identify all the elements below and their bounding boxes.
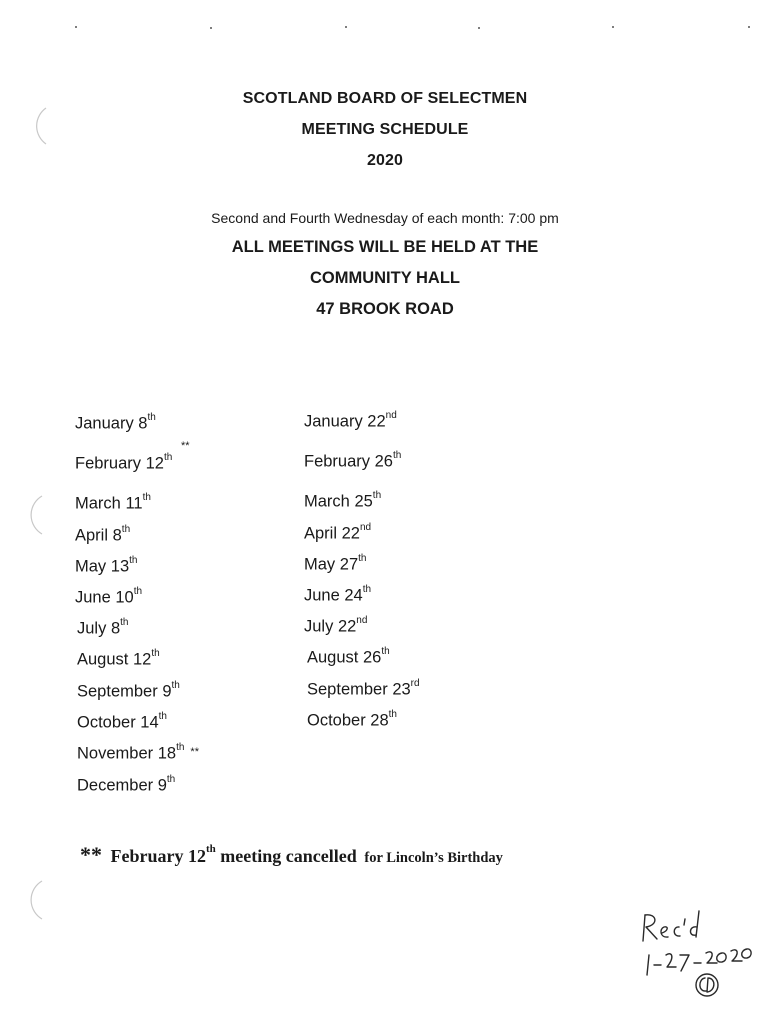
first-meeting-july [77, 619, 128, 639]
second-meeting-may [304, 555, 366, 575]
footnote-stars: ** [80, 842, 102, 867]
schedule-title: MEETING SCHEDULE [301, 121, 469, 138]
date-suffix: th [142, 492, 151, 503]
date-day: 10 [115, 588, 134, 607]
handwritten-received-note [635, 905, 765, 1005]
date-suffix: nd [356, 615, 368, 626]
second-meeting-january [304, 412, 397, 432]
scan-speck [478, 27, 480, 29]
date-suffix: rd [410, 678, 420, 689]
date-month: January [304, 412, 363, 431]
date-day: 22 [367, 412, 386, 431]
date-day: 26 [374, 452, 393, 471]
date-suffix: th [171, 680, 180, 691]
footnote-reason [361, 850, 503, 866]
date-suffix: th [166, 774, 176, 785]
date-month: October [307, 711, 366, 730]
first-meeting-may [75, 557, 137, 577]
date-suffix: th [381, 646, 390, 657]
date-suffix: th [158, 711, 167, 722]
scan-speck [748, 26, 750, 28]
date-day: 9 [162, 682, 172, 701]
date-month: March [75, 494, 121, 513]
date-suffix: nd [359, 522, 372, 533]
schedule-year: 2020 [367, 152, 403, 169]
schedule-note: Second and Fourth Wednesday of each month: 7:00 pm [211, 210, 559, 226]
date-day: 18 [157, 744, 177, 763]
date-day: 13 [110, 557, 130, 576]
date-suffix: nd [385, 410, 397, 421]
date-month: August [77, 650, 129, 669]
cancellation-footnote [80, 842, 503, 868]
date-day: 27 [339, 555, 359, 574]
first-meeting-february [75, 440, 190, 474]
date-day: 22 [337, 617, 357, 636]
date-month: May [304, 555, 336, 574]
second-meeting-february [304, 452, 401, 472]
first-meeting-august [77, 650, 160, 670]
punch-hole-middle [4, 490, 54, 540]
date-suffix: th [388, 709, 397, 720]
scan-speck [345, 26, 347, 28]
date-suffix: th [372, 490, 382, 501]
date-day: 25 [354, 492, 373, 511]
date-day: 8 [112, 526, 122, 545]
footnote-date-suffix: th [205, 843, 216, 855]
second-meeting-october [307, 711, 397, 731]
date-suffix: th [151, 648, 160, 659]
footnote-reason-text: for Lincoln’s Birthday [364, 850, 503, 866]
date-day: 23 [392, 680, 411, 699]
date-suffix: th [133, 586, 143, 597]
cancellation-mark: ** [181, 440, 190, 452]
date-month: July [77, 619, 107, 638]
date-day: 26 [362, 648, 382, 667]
second-meeting-september [307, 680, 420, 700]
date-day: 28 [370, 711, 389, 730]
date-day: 12 [132, 650, 152, 669]
date-day: 8 [110, 619, 121, 638]
location-line-2: COMMUNITY HALL [309, 269, 460, 287]
date-month: September [307, 680, 388, 699]
date-day: 14 [140, 713, 159, 732]
date-suffix: th [129, 555, 138, 566]
date-month: April [75, 526, 109, 545]
date-day: 8 [138, 414, 148, 433]
date-suffix: th [147, 412, 156, 423]
date-suffix: th [121, 524, 131, 535]
first-meeting-december [77, 776, 175, 796]
first-meeting-march [75, 494, 151, 514]
date-suffix: th [362, 584, 372, 595]
scan-speck [612, 26, 614, 28]
footnote-cancelled: meeting cancelled [215, 846, 357, 866]
date-month: May [75, 557, 107, 576]
date-month: November [77, 744, 154, 763]
first-meeting-april [75, 526, 130, 546]
footnote-main [106, 843, 357, 866]
date-day: 24 [344, 586, 363, 605]
first-meeting-september [77, 682, 180, 702]
second-meeting-july [304, 617, 367, 637]
location-line-3: 47 BROOK ROAD [316, 300, 454, 318]
date-month: January [75, 414, 134, 433]
cancellation-mark: ** [190, 745, 199, 758]
punch-hole-bottom [4, 875, 54, 925]
footnote-date: February 12 [110, 846, 206, 866]
date-month: September [77, 682, 158, 701]
second-meeting-august [307, 648, 390, 668]
date-month: February [75, 454, 142, 473]
date-suffix: th [176, 742, 185, 753]
date-day: 11 [125, 494, 143, 513]
date-suffix: th [163, 452, 173, 463]
date-day: 22 [341, 524, 360, 543]
date-month: April [304, 524, 338, 543]
date-month: June [75, 588, 111, 607]
second-meeting-march [304, 492, 381, 512]
date-month: June [304, 586, 340, 605]
date-month: August [307, 648, 359, 667]
scan-speck [75, 26, 77, 28]
date-day: 9 [157, 776, 167, 795]
date-suffix: th [392, 450, 402, 461]
date-month: December [77, 776, 154, 795]
first-meeting-january [75, 414, 156, 434]
second-meeting-june [304, 586, 371, 606]
date-month: July [304, 617, 334, 636]
second-meeting-april [304, 524, 371, 544]
date-suffix: th [120, 617, 129, 628]
date-suffix: th [358, 553, 367, 564]
first-meeting-november [77, 744, 199, 764]
board-title: SCOTLAND BOARD OF SELECTMEN [242, 90, 528, 107]
date-month: February [304, 452, 371, 471]
date-day: 12 [145, 454, 164, 473]
first-meeting-june [75, 588, 142, 608]
first-meeting-october [77, 713, 167, 733]
location-line-1: ALL MEETINGS WILL BE HELD AT THE [231, 238, 539, 256]
date-month: March [304, 492, 350, 511]
date-month: October [77, 713, 136, 732]
scan-speck [210, 27, 212, 29]
